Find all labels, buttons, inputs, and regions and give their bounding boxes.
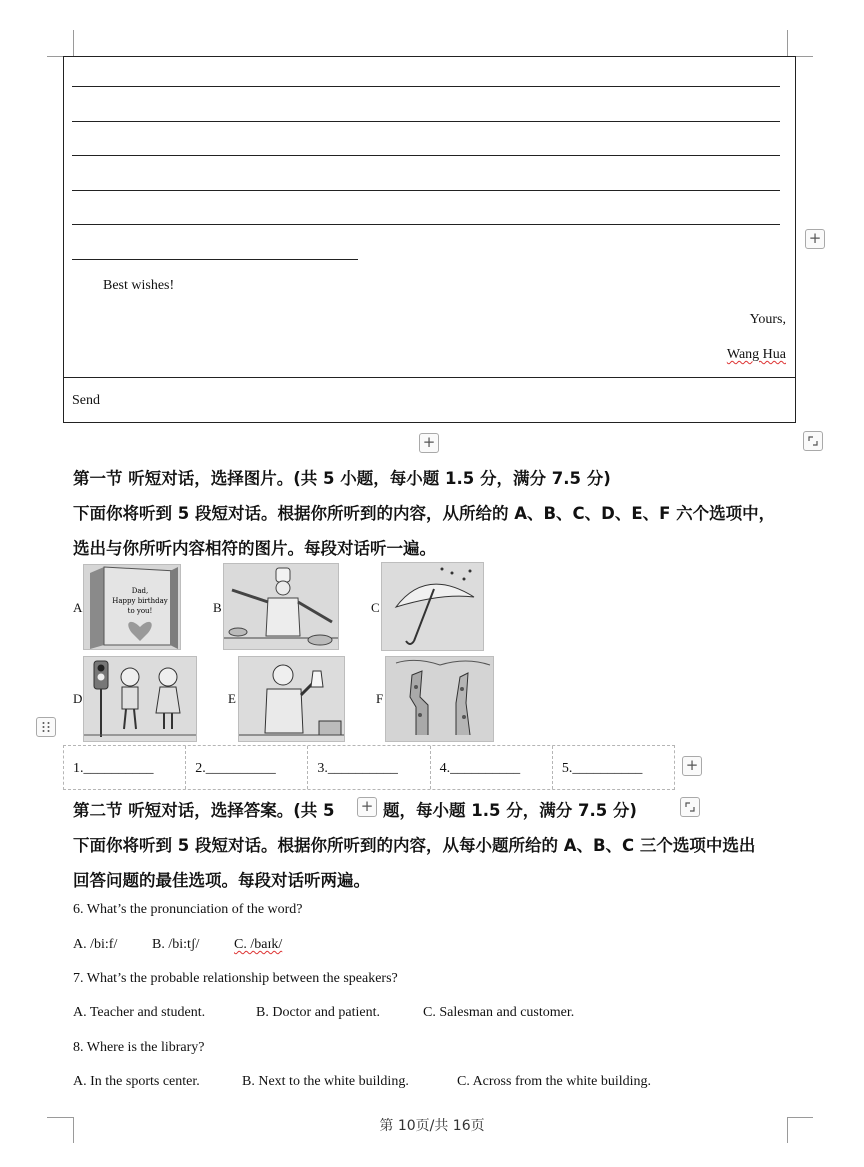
option-label-e: E <box>228 691 236 706</box>
answer-table <box>63 745 675 790</box>
children-crossing-picture <box>83 656 197 742</box>
option-label-a: A <box>73 600 83 615</box>
birthday-card-picture <box>83 564 181 650</box>
add-column-icon[interactable]: + <box>682 756 702 776</box>
crop-mark <box>73 30 74 56</box>
umbrella-picture <box>381 562 484 651</box>
option-label-c: C <box>371 600 380 615</box>
letter-closing: Best wishes! <box>103 278 175 293</box>
option-label-d: D <box>73 691 83 706</box>
table-divider <box>64 377 795 378</box>
option-label-f: F <box>376 691 384 706</box>
answer-blank[interactable]: 4.__________ <box>431 746 553 789</box>
writing-line <box>72 155 780 156</box>
svg-text:Happy birthday: Happy birthday <box>112 597 168 605</box>
question-option: A. /bi:f/ <box>73 937 118 952</box>
scientist-picture <box>238 656 345 742</box>
writing-line <box>72 121 780 122</box>
section2-instruction: 回答问题的最佳选项。每段对话听两遍。 <box>73 871 370 890</box>
question-option: C. /baɪk/ <box>234 937 283 952</box>
answer-blank[interactable]: 1.__________ <box>64 746 186 789</box>
question-option: A. Teacher and student. <box>73 1005 206 1020</box>
resize-table-icon[interactable] <box>803 431 823 451</box>
answer-blank[interactable]: 2.__________ <box>186 746 308 789</box>
crop-mark <box>787 30 788 56</box>
question-option: C. Salesman and customer. <box>423 1005 575 1020</box>
section2-heading-cont: 题，每小题 1.5 分，满分 7.5 分) <box>383 801 637 820</box>
answer-blank[interactable]: 5.__________ <box>561 761 643 776</box>
section1-heading: 第一节 听短对话，选择图片。(共 5 小题，每小题 1.5 分，满分 7.5 分) <box>73 469 611 488</box>
question-option: B. Next to the white building. <box>242 1074 409 1089</box>
send-label: Send <box>72 393 100 408</box>
question-stem: 8. Where is the library? <box>73 1040 205 1055</box>
writing-line <box>72 190 780 191</box>
chef-picture <box>223 563 339 650</box>
question-stem: 6. What’s the pronunciation of the word? <box>73 902 303 917</box>
add-row-icon[interactable]: + <box>357 797 377 817</box>
letter-box <box>63 56 796 423</box>
option-label-b: B <box>213 600 222 615</box>
writing-line <box>72 224 780 225</box>
letter-signoff: Yours, <box>749 312 786 327</box>
question-option: A. In the sports center. <box>73 1074 200 1089</box>
giraffes-picture <box>385 656 494 742</box>
section1-instruction: 下面你将听到 5 段短对话。根据你所听到的内容，从所给的 A、B、C、D、E、F 六个选项中， <box>73 504 776 523</box>
page-number: 第 10页/共 16页 <box>379 1118 485 1134</box>
add-row-icon[interactable]: + <box>419 433 439 453</box>
section1-instruction: 选出与你所听内容相符的图片。每段对话听一遍。 <box>73 539 436 558</box>
question-option: B. Doctor and patient. <box>256 1005 381 1020</box>
resize-table-icon[interactable] <box>680 797 700 817</box>
card-text: Dad, <box>131 587 149 595</box>
question-option: C. Across from the white building. <box>457 1074 652 1089</box>
table-move-handle-icon[interactable] <box>36 717 56 737</box>
question-option: B. /bi:tʃ/ <box>152 937 200 952</box>
add-column-icon[interactable]: + <box>805 229 825 249</box>
section2-heading: 第二节 听短对话，选择答案。(共 5 <box>73 801 335 820</box>
svg-text:to you!: to you! <box>127 607 153 615</box>
section2-instruction: 下面你将听到 5 段短对话。根据你所听到的内容，从每小题所给的 A、B、C 三个选项中选出 <box>73 836 756 855</box>
question-stem: 7. What’s the probable relationship between the speakers? <box>73 971 398 986</box>
writing-line <box>72 86 780 87</box>
writing-line <box>72 259 358 260</box>
answer-blank[interactable]: 3.__________ <box>308 746 430 789</box>
letter-name: Wang Hua <box>726 347 786 362</box>
